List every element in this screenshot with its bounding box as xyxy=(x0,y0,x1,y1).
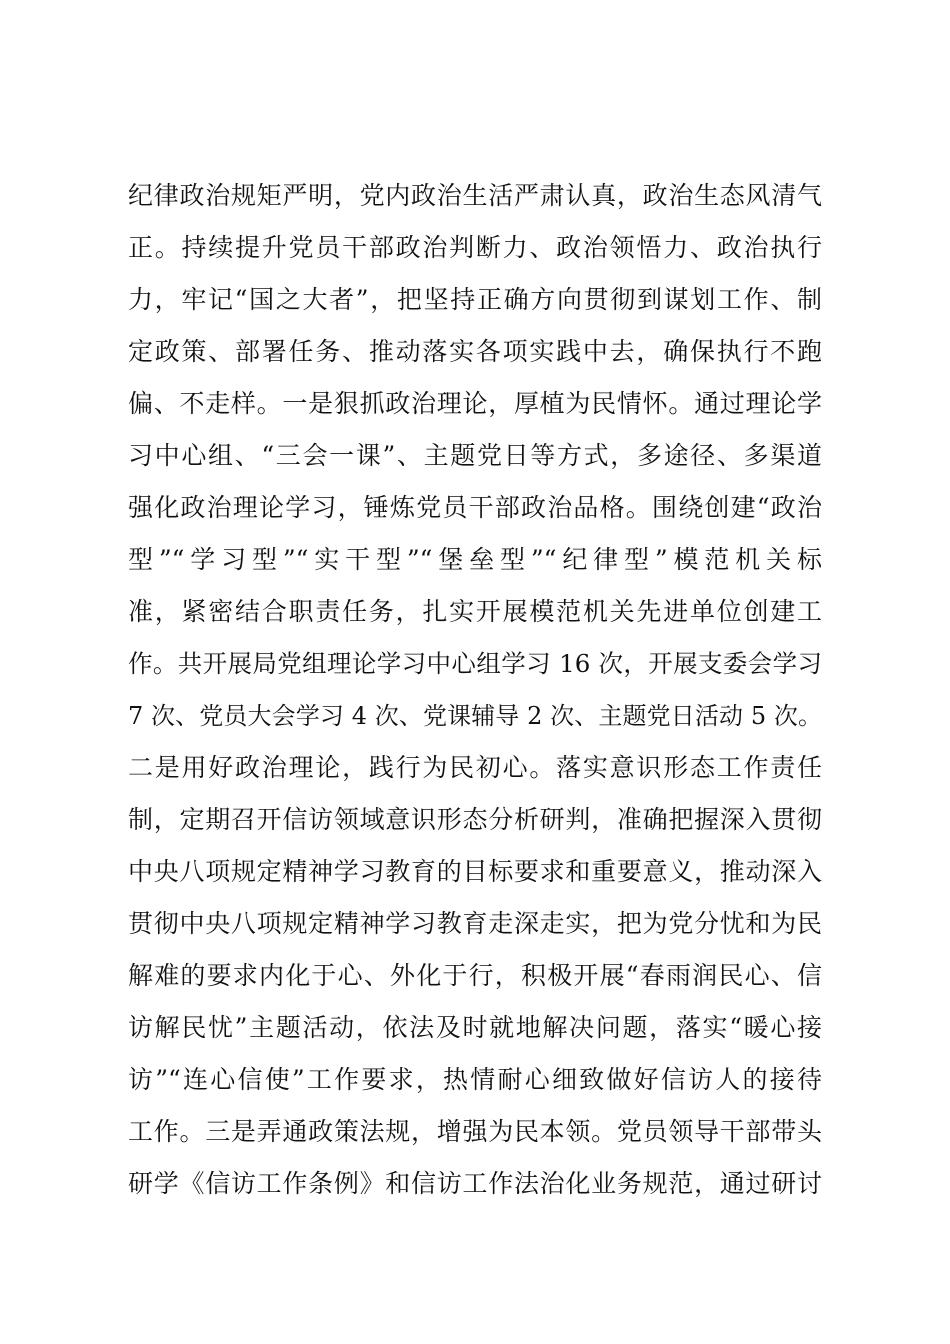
text-line: 力，牢记“国之大者”，把坚持正确方向贯彻到谋划工作、制 xyxy=(128,285,822,314)
text-line: 工作。三是弄通政策法规，增强为民本领。党员领导干部带头 xyxy=(128,1117,822,1146)
text-line: 强化政治理论学习，锤炼党员干部政治品格。围绕创建“政治 xyxy=(128,493,822,522)
text-line: 二是用好政治理论，践行为民初心。落实意识形态工作责任 xyxy=(128,753,822,782)
text-line: 解难的要求内化于心、外化于行，积极开展“春雨润民心、信 xyxy=(128,961,822,990)
text-line: 型”“学习型”“实干型”“堡垒型”“纪律型”模范机关标 xyxy=(128,545,822,574)
text-line: 访”“连心信使”工作要求，热情耐心细致做好信访人的接待 xyxy=(128,1065,822,1094)
text-line: 定政策、部署任务、推动落实各项实践中去，确保执行不跑 xyxy=(128,337,822,366)
text-line: 研学《信访工作条例》和信访工作法治化业务规范，通过研讨 xyxy=(128,1169,822,1198)
text-line: 准，紧密结合职责任务，扎实开展模范机关先进单位创建工 xyxy=(128,597,822,626)
text-line: 作。共开展局党组理论学习中心组学习 16 次，开展支委会学习 xyxy=(128,649,822,678)
text-line: 中央八项规定精神学习教育的目标要求和重要意义，推动深入 xyxy=(128,857,822,886)
text-line: 习中心组、“三会一课”、主题党日等方式，多途径、多渠道 xyxy=(128,441,822,470)
text-line: 制，定期召开信访领域意识形态分析研判，准确把握深入贯彻 xyxy=(128,805,822,834)
text-line: 纪律政治规矩严明，党内政治生活严肃认真，政治生态风清气 xyxy=(128,181,822,210)
text-line: 偏、不走样。一是狠抓政治理论，厚植为民情怀。通过理论学 xyxy=(128,389,822,418)
text-line: 访解民忧”主题活动，依法及时就地解决问题，落实“暖心接 xyxy=(128,1013,822,1042)
text-line: 7 次、党员大会学习 4 次、党课辅导 2 次、主题党日活动 5 次。 xyxy=(128,702,822,730)
text-line: 正。持续提升党员干部政治判断力、政治领悟力、政治执行 xyxy=(128,233,822,262)
text-line: 贯彻中央八项规定精神学习教育走深走实，把为党分忧和为民 xyxy=(128,909,822,938)
